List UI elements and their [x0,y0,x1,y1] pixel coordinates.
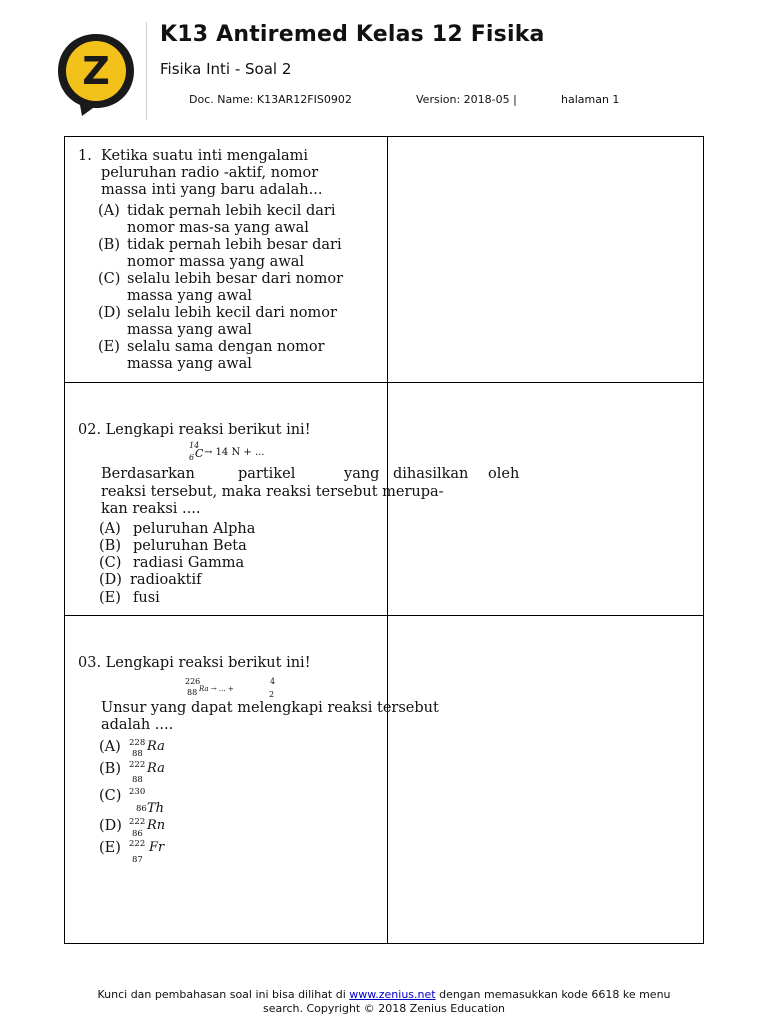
q1-number: 1. [78,148,92,164]
q2-reaction-rest: → 14 N + ... [204,447,265,458]
q1-line-1: Ketika suatu inti mengalami [101,148,309,164]
q3-stem-line-1: Unsur yang dapat melengkapi reaksi tersebut [101,700,439,716]
q2-option-b-text: peluruhan Beta [133,538,247,554]
q3-option-c-label: (C) [99,788,122,804]
q2-stem-line-3: kan reaksi .... [101,501,201,517]
q3-option-b-mass: 222 [129,760,146,770]
q3-option-e-mass: 222 [129,839,146,849]
q1-option-b-label: (B) [98,237,120,253]
q3-option-a-atomic: 88 [132,749,143,759]
q3-reaction-mass: 226 [185,677,201,686]
q3-option-c-symbol: Th [147,801,165,816]
q1-option-b-line-1: tidak pernah lebih besar dari [127,237,342,253]
q3-option-b-atomic: 88 [132,775,143,785]
q2-option-e-label: (E) [99,590,121,606]
q2-reaction-mass: 14 [189,441,200,450]
q3-option-b-label: (B) [99,761,121,777]
row-divider-2 [65,615,703,616]
footer-note [0,988,768,1016]
q3-option-d-symbol: Rn [147,818,166,833]
q3-option-d-atomic: 86 [132,829,143,839]
q2-reaction-atomic: 6 [189,453,195,462]
q2-option-d-label: (D) [99,572,122,588]
q2-stem-word-5: oleh [488,466,520,482]
q2-option-a-text: peluruhan Alpha [133,521,256,537]
page-number: halaman 1 [561,93,620,106]
doc-name: Doc. Name: K13AR12FIS0902 [189,93,352,106]
header-divider [146,22,147,120]
q1-option-d-label: (D) [98,305,121,321]
q3-option-e-label: (E) [99,840,121,856]
q3-option-a-mass: 228 [129,738,146,748]
q2-stem-word-4: dihasilkan [393,466,469,482]
q1-line-2: peluruhan radio -aktif, nomor [101,165,319,181]
q2-option-a-label: (A) [99,521,121,537]
footer-line-2: search. Copyright © 2018 Zenius Education [262,1002,506,1015]
q1-option-c-line-2: massa yang awal [127,288,252,304]
zenius-logo [55,32,137,118]
q1-option-e-line-1: selalu sama dengan nomor [127,339,325,355]
q3-option-b-symbol: Ra [147,761,165,776]
zenius-link[interactable]: www.zenius.net [349,988,436,1001]
q2-option-c-label: (C) [99,555,122,571]
q2-option-b-label: (B) [99,538,121,554]
page-subtitle: Fisika Inti - Soal 2 [160,60,292,78]
q2-prompt: 02. Lengkapi reaksi berikut ini! [78,422,311,438]
q1-option-a-label: (A) [98,203,120,219]
q2-stem-word-2: partikel [238,466,296,482]
q3-reaction-mass-2: 4 [270,677,276,686]
q3-option-c-mass: 230 [129,787,146,797]
footer-line-1 [0,988,768,1002]
footer-text-post: dengan memasukkan kode 6618 ke menu [435,988,671,1001]
q3-stem-line-2: adalah .... [101,717,174,733]
q1-option-d-line-2: massa yang awal [127,322,252,338]
row-divider-1 [65,382,703,383]
q2-option-c-text: radiasi Gamma [133,555,245,571]
q2-stem-word-3: yang [344,466,380,482]
q3-reaction-atomic-2: 2 [269,690,275,699]
q1-option-b-line-2: nomor massa yang awal [127,254,305,270]
footer-text-pre: Kunci dan pembahasan soal ini bisa dilihat di [97,988,350,1001]
q3-option-a-symbol: Ra [147,739,165,754]
q3-option-d-label: (D) [99,818,122,834]
q1-option-e-label: (E) [98,339,120,355]
q3-reaction-atomic: 88 [187,688,198,697]
q2-stem-line-2: reaksi tersebut, maka reaksi tersebut merupa- [101,484,444,500]
q2-option-e-text: fusi [133,590,160,606]
column-divider [387,137,388,943]
page-title: K13 Antiremed Kelas 12 Fisika [160,22,545,47]
q2-stem-word-1: Berdasarkan [101,466,195,482]
q2-reaction-symbol: C [195,447,204,460]
q1-option-c-label: (C) [98,271,121,287]
q1-option-e-line-2: massa yang awal [127,356,252,372]
q3-option-e-atomic: 87 [132,855,143,865]
q1-option-c-line-1: selalu lebih besar dari nomor [127,271,344,287]
q3-option-d-mass: 222 [129,817,146,827]
q3-option-a-label: (A) [99,739,121,755]
q3-prompt: 03. Lengkapi reaksi berikut ini! [78,655,311,671]
q1-option-d-line-1: selalu lebih kecil dari nomor [127,305,337,321]
doc-version: Version: 2018-05 | [416,93,517,106]
q2-option-d-text: radioaktif [130,572,202,588]
q1-option-a-line-2: nomor mas-sa yang awal [127,220,309,236]
q1-option-a-line-1: tidak pernah lebih kecil dari [127,203,336,219]
q3-option-c-atomic: 86 [136,804,147,814]
q1-line-3: massa inti yang baru adalah... [101,182,323,198]
q3-option-e-symbol: Fr [149,840,165,855]
logo-letter: Z [82,49,110,93]
q3-reaction-text: Ra → ... + [199,685,234,693]
